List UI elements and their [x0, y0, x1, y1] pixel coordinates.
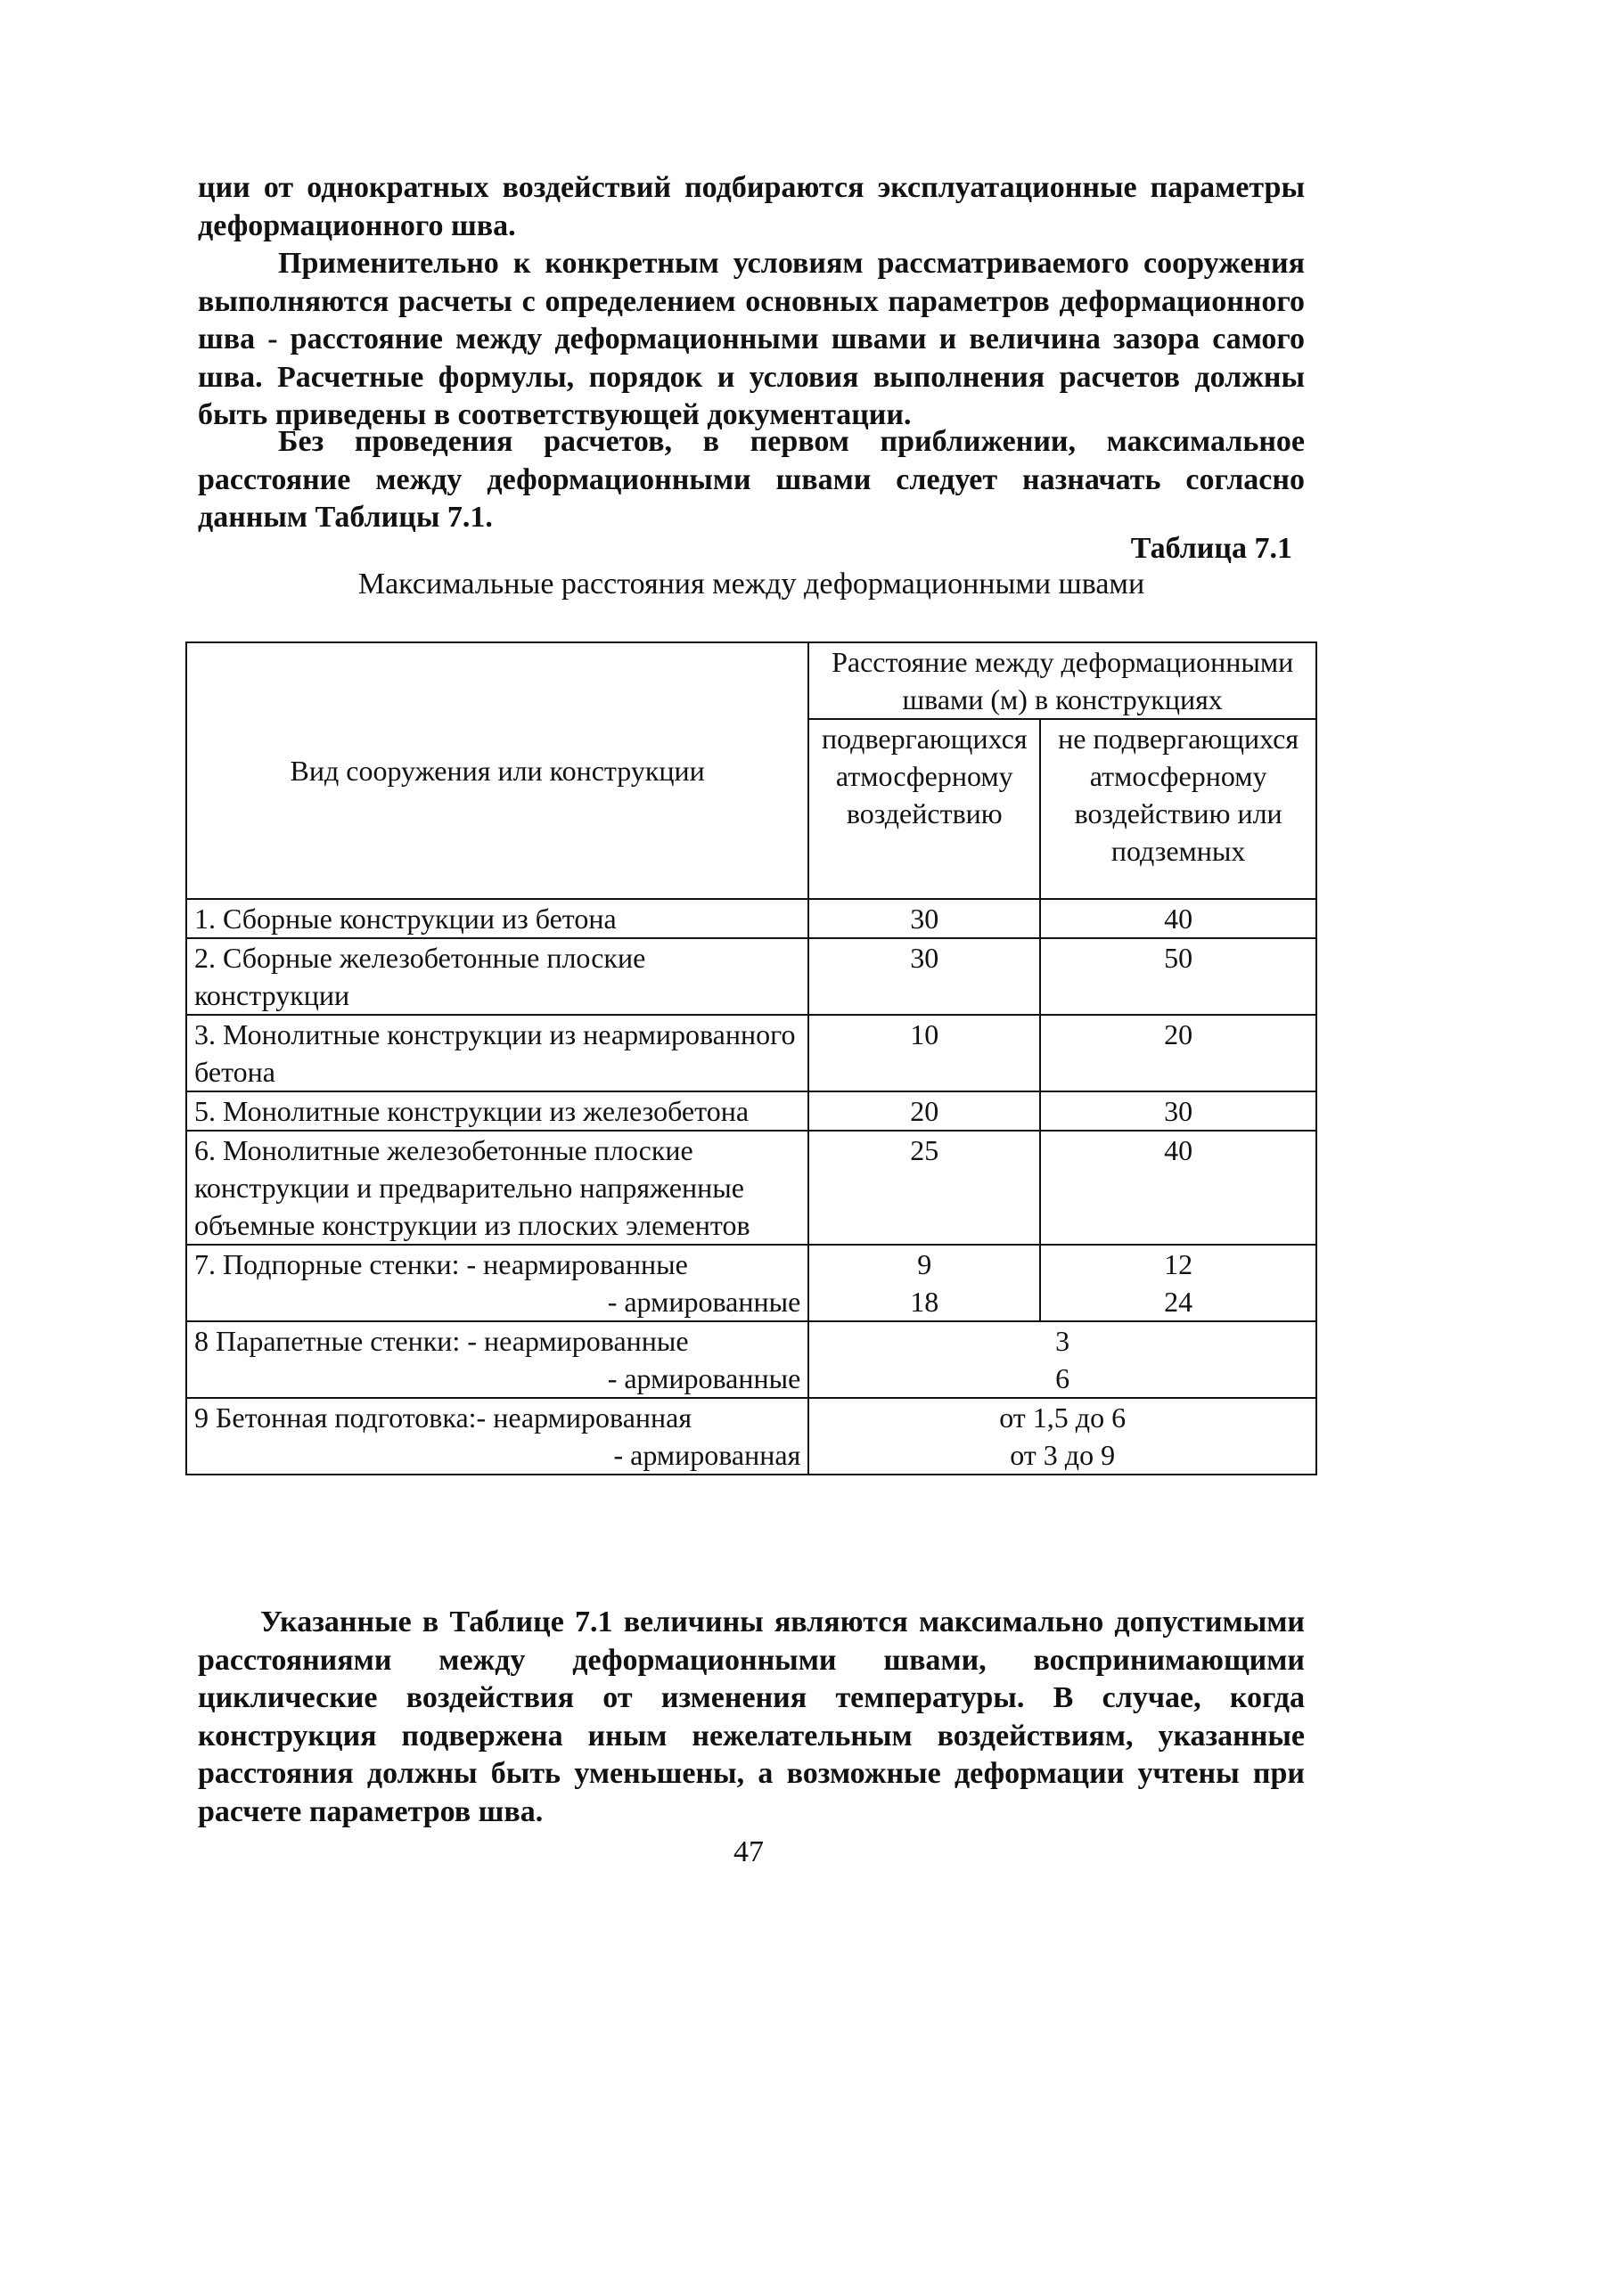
table-reference: Таблице 7.1 [449, 1606, 613, 1638]
row-name-line: - армированные [607, 1362, 801, 1394]
page-number: 47 [733, 1835, 764, 1868]
row-protected-value: 40 [1040, 1131, 1316, 1245]
row-name-line: - армированная [613, 1439, 801, 1471]
paragraph-limits-text-a: Указанные в [260, 1606, 450, 1638]
value-line: 12 [1164, 1248, 1193, 1280]
row-name: 1. Сборные конструкции из бетона [186, 899, 808, 938]
paragraph-limits-text-b: величины являются максимально допустимыми расстояниями между деформационными швами, воспринимающими циклические воздействия от изменения температуры. В случае, когда конструкция подвержена иным нежелательным воздействиям, указанные расстояния должны быть уменьшены, а возможные деформации учтены при расчете параметров шва. [198, 1606, 1305, 1828]
table-row [186, 1398, 1316, 1475]
row-merged-value [808, 1398, 1316, 1475]
table-row [186, 1091, 1316, 1131]
row-name: 2. Сборные железобетонные плоские конструкции [186, 938, 808, 1015]
value-line: 9 [917, 1248, 932, 1280]
table-row [186, 1131, 1316, 1245]
row-name-line: 7. Подпорные стенки: - неармированные [194, 1248, 688, 1280]
table-row [186, 938, 1316, 1015]
header-exposed: подвергающихся атмосферному воздействию [808, 719, 1040, 899]
value-line: 18 [910, 1286, 939, 1318]
row-exposed-value: 20 [808, 1091, 1040, 1131]
paragraph-calculations-text: Применительно к конкретным условиям рассматриваемого сооружения выполняются расчеты с определением основных параметров деформационного шва - расстояние между деформационными швами и величина зазора самого шва. Расчетные формулы, порядок и условия выполнения расчетов должны быть приведены в соответствующей документации. [198, 247, 1305, 431]
paragraph-continuation: ции от однократных воздействий подбираются эксплуатационные параметры деформационного шва. [198, 171, 1305, 242]
value-line: от 3 до 9 [1010, 1439, 1116, 1471]
row-protected-value [1040, 1245, 1316, 1321]
header-structure-type: Вид сооружения или конструкции [186, 642, 808, 899]
row-name: 5. Монолитные конструкции из железобетона [186, 1091, 808, 1131]
row-exposed-value: 10 [808, 1015, 1040, 1091]
row-merged-value [808, 1321, 1316, 1398]
value-line: 3 [1055, 1325, 1070, 1357]
row-protected-value: 50 [1040, 938, 1316, 1015]
paragraph-calculations [198, 245, 1305, 435]
paragraph-approximation [198, 423, 1305, 537]
row-name [186, 1398, 808, 1475]
table-row [186, 899, 1316, 938]
row-name-line: 8 Парапетные стенки: - неармированные [194, 1325, 689, 1357]
row-name-line: - армированные [607, 1286, 801, 1318]
table-row [186, 1321, 1316, 1398]
row-name: 6. Монолитные железобетонные плоские конструкции и предварительно напряженные объемные конструкции из плоских элементов [186, 1131, 808, 1245]
header-protected: не подвергающихся атмосферному воздействию или подземных [1040, 719, 1316, 899]
table-title: Максимальные расстояния между деформационными швами [357, 568, 1145, 601]
value-line: 6 [1055, 1362, 1070, 1394]
table-row [186, 1015, 1316, 1091]
header-group-distance: Расстояние между деформационными швами (м) в конструкциях [808, 642, 1316, 719]
row-protected-value: 30 [1040, 1091, 1316, 1131]
row-name [186, 1321, 808, 1398]
row-exposed-value: 30 [808, 938, 1040, 1015]
paragraph-approximation-text: Без проведения расчетов, в первом приближении, максимальное расстояние между деформационными швами следует назначать согласно данным Таблицы 7.1. [198, 425, 1305, 534]
row-exposed-value: 25 [808, 1131, 1040, 1245]
table-label: Таблица 7.1 [1130, 532, 1292, 565]
row-name [186, 1245, 808, 1321]
value-line: 24 [1164, 1286, 1193, 1318]
joint-spacing-table [185, 641, 1317, 1475]
row-exposed-value [808, 1245, 1040, 1321]
paragraph-limits-note [198, 1604, 1305, 1831]
row-exposed-value: 30 [808, 899, 1040, 938]
row-protected-value: 40 [1040, 899, 1316, 938]
row-name: 3. Монолитные конструкции из неармированного бетона [186, 1015, 808, 1091]
row-protected-value: 20 [1040, 1015, 1316, 1091]
table-row [186, 1245, 1316, 1321]
value-line: от 1,5 до 6 [999, 1401, 1127, 1434]
row-name-line: 9 Бетонная подготовка:- неармированная [194, 1401, 692, 1434]
